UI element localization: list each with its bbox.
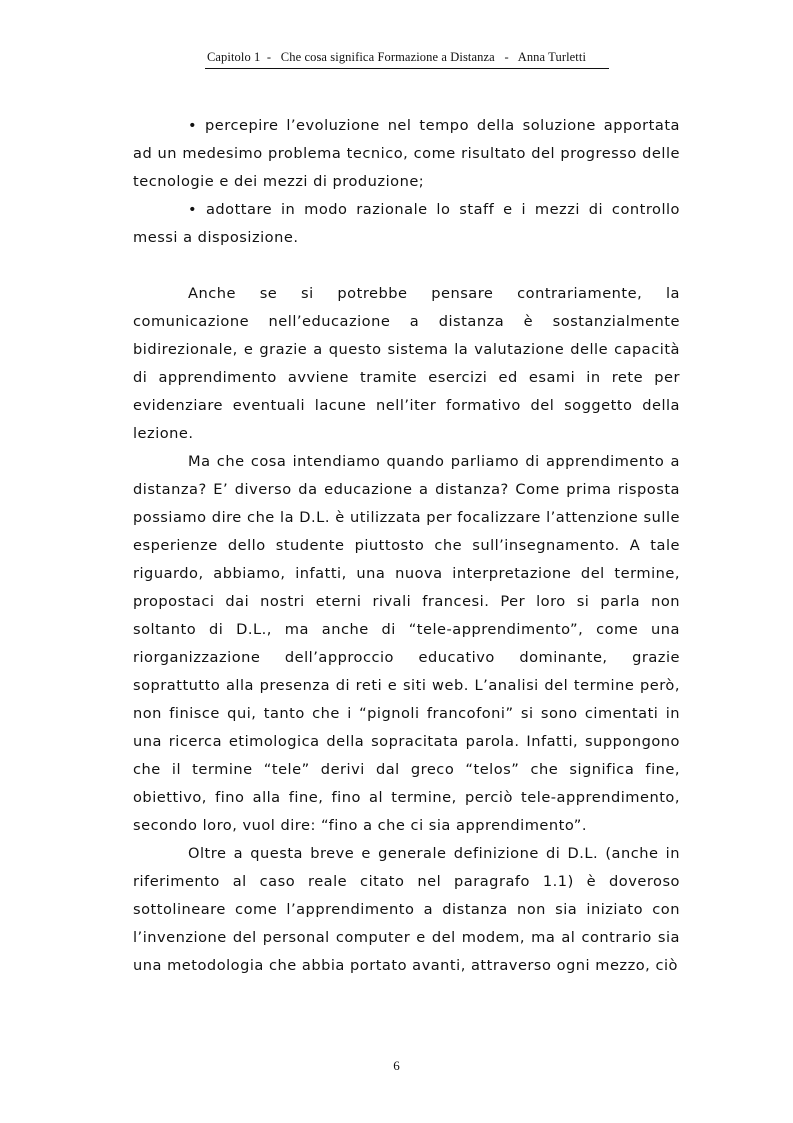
bullet-paragraph: • percepire l’evoluzione nel tempo della soluzione apportata ad un medesimo problema tecnico, come risultato del progresso delle tecnologie e dei mezzi di produzione; [133, 117, 680, 190]
paragraph: Anche se si potrebbe pensare contrariamente, la comunicazione nell’educazione a distanza è sostanzialmente bidirezionale, e grazie a questo sistema la valutazione delle capacità di apprendimento avviene tramite esercizi ed esami in rete per evidenziare eventuali lacune nell’iter formativo del soggetto della lezione. [133, 285, 680, 442]
bullet-paragraph: • adottare in modo razionale lo staff e i mezzi di controllo messi a disposizione. [133, 201, 680, 246]
body-text [133, 112, 680, 980]
page-number: 6 [393, 1058, 400, 1073]
paragraph: Oltre a questa breve e generale definizione di D.L. (anche in riferimento al caso reale citato nel paragrafo 1.1) è doveroso sottolineare come l’apprendimento a distanza non sia iniziato con l’invenzione del personal computer e del modem, ma al contrario sia una metodologia che abbia portato avanti, attraverso ogni mezzo, ciò [133, 845, 680, 974]
running-header: Capitolo 1 - Che cosa significa Formazione a Distanza - Anna Turletti [206, 50, 587, 64]
header-rule [205, 68, 609, 69]
paragraph: Ma che cosa intendiamo quando parliamo di apprendimento a distanza? E’ diverso da educazione a distanza? Come prima risposta possiamo dire che la D.L. è utilizzata per focalizzare l’attenzione sulle esperienze dello studente piuttosto che sull’insegnamento. A tale riguardo, abbiamo, infatti, una nuova interpretazione del termine, propostaci dai nostri eterni rivali francesi. Per loro si parla non soltanto di D.L., ma anche di “tele-apprendimento”, come una riorganizzazione dell’approccio educativo dominante, grazie soprattutto alla presenza di reti e siti web. L’analisi del termine però, non finisce qui, tanto che i “pignoli francofoni” si sono cimentati in una ricerca etimologica della sopracitata parola. Infatti, suppongono che il termine “tele” derivi dal greco “telos” che significa fine, obiettivo, fino alla fine, fino al termine, perciò tele-apprendimento, secondo loro, vuol dire: “fino a che ci sia apprendimento”. [133, 453, 680, 834]
